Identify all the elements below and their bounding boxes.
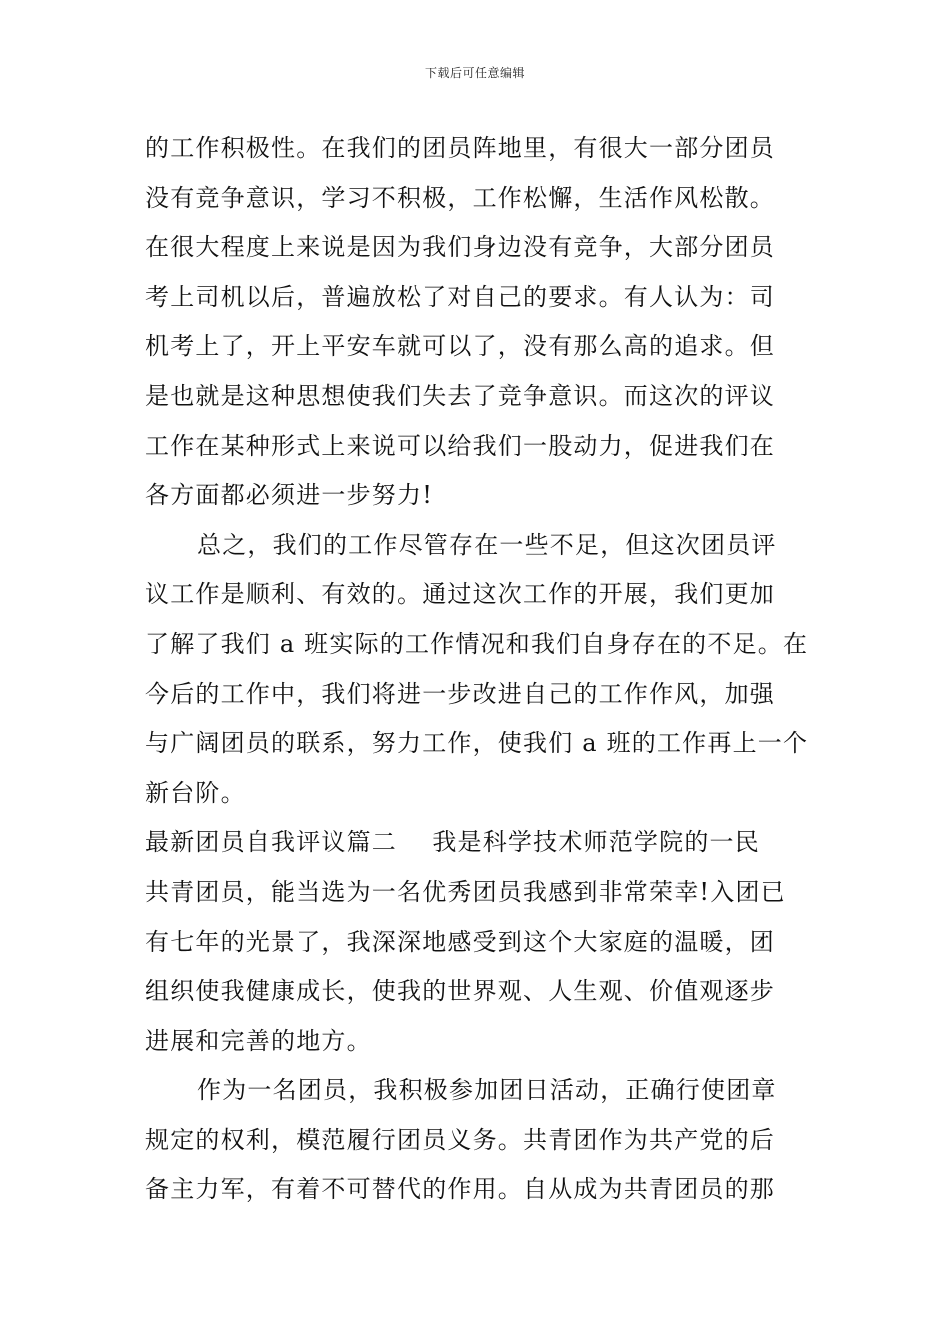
text-line: 是也就是这种思想使我们失去了竞争意识。而这次的评议 bbox=[145, 381, 775, 410]
text-line: 机考上了，开上平安车就可以了，没有那么高的追求。但 bbox=[145, 332, 775, 361]
text-line: 各方面都必须进一步努力! bbox=[145, 481, 434, 510]
text-line: 进展和完善的地方。 bbox=[145, 1026, 372, 1055]
text-line: 共青团员，能当选为一名优秀团员我感到非常荣幸!入团已 bbox=[145, 877, 786, 906]
text-line: 有七年的光景了，我深深地感受到这个大家庭的温暖，团 bbox=[145, 927, 775, 956]
text-line: 新台阶。 bbox=[145, 778, 246, 807]
text-line: 组织使我健康成长，使我的世界观、人生观、价值观逐步 bbox=[145, 977, 775, 1006]
paragraph-start-line: 作为一名团员，我积极参加团日活动，正确行使团章 bbox=[197, 1076, 777, 1105]
text-line: 没有竞争意识，学习不积极，工作松懈，生活作风松散。 bbox=[145, 183, 775, 212]
text-line: 在很大程度上来说是因为我们身边没有竞争，大部分团员 bbox=[145, 233, 775, 262]
text-line: 备主力军，有着不可替代的作用。自从成为共青团员的那 bbox=[145, 1175, 775, 1204]
text-line: 了解了我们 a 班实际的工作情况和我们自身存在的不足。在 bbox=[145, 629, 809, 658]
document-body bbox=[145, 124, 815, 1215]
text-line: 今后的工作中，我们将进一步改进自己的工作作风，加强 bbox=[145, 679, 775, 708]
text-line: 考上司机以后，普遍放松了对自己的要求。有人认为：司 bbox=[145, 282, 775, 311]
text-line: 议工作是顺利、有效的。通过这次工作的开展，我们更加 bbox=[145, 580, 775, 609]
text-line: 的工作积极性。在我们的团员阵地里，有很大一部分团员 bbox=[145, 134, 775, 162]
text-line: 规定的权利，模范履行团员义务。共青团作为共产党的后 bbox=[145, 1125, 775, 1154]
page-header-note: 下载后可任意编辑 bbox=[424, 66, 525, 80]
text-line: 与广阔团员的联系，努力工作，使我们 a 班的工作再上一个 bbox=[145, 729, 809, 758]
text-line: 工作在某种形式上来说可以给我们一股动力，促进我们在 bbox=[145, 431, 775, 460]
paragraph-start-line: 总之，我们的工作尽管存在一些不足，但这次团员评 bbox=[197, 530, 777, 559]
section-title-line: 最新团员自我评议篇二 我是科学技术师范学院的一民 bbox=[145, 828, 760, 857]
